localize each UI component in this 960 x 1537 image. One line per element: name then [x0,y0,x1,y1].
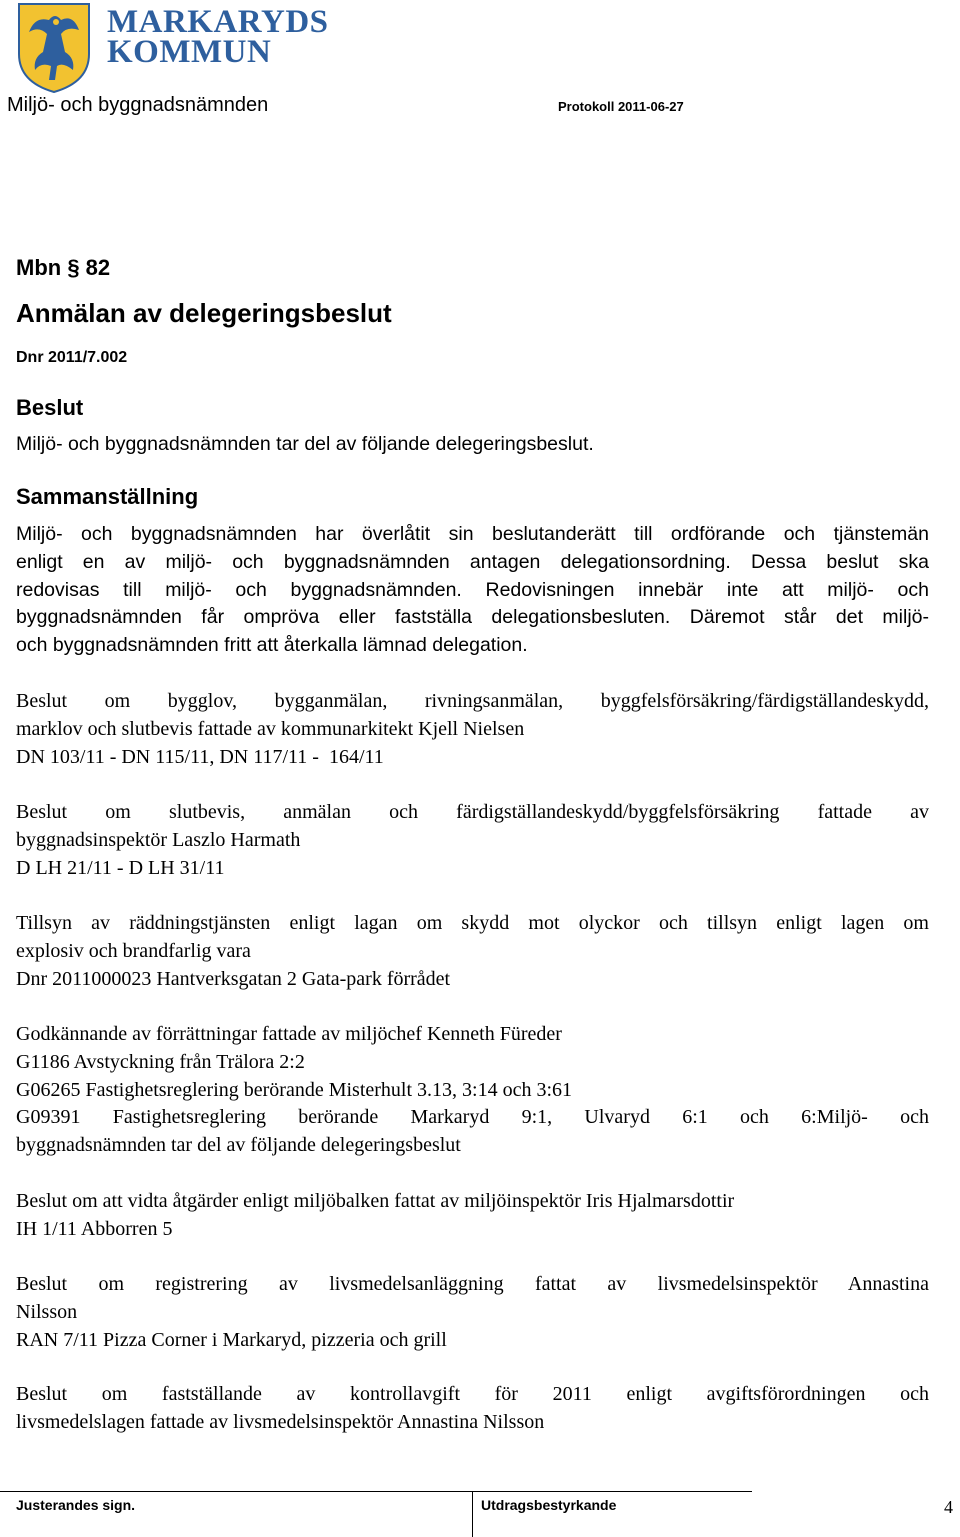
decision-line: G1186 Avstyckning från Trälora 2:2 [16,1050,305,1073]
decision-line: DN 103/11 - DN 115/11, DN 117/11 - 164/11 [16,745,384,768]
logo-text-markaryds: MARKARYDS [107,4,329,40]
decision-block [16,1271,929,1354]
decision-block [16,799,929,882]
decision-line: explosiv och brandfarlig vara [16,939,251,962]
decision-block [16,688,929,771]
footer-sign-label: Justerandes sign. [16,1497,136,1513]
summary-line: enligt en av miljö- och byggnadsnämnden antagen delegationsordning. Dessa beslut ska [16,550,929,573]
footer-extract-label: Utdragsbestyrkande [481,1497,617,1513]
decision-line: Dnr 2011000023 Hantverksgatan 2 Gata-park förrådet [16,967,451,990]
decision-line: Godkännande av förrättningar fattade av miljöchef Kenneth Füreder [16,1023,562,1045]
municipality-logo [15,2,329,94]
decision-line: marklov och slutbevis fattade av kommunarkitekt Kjell Nielsen [16,717,525,740]
decision-line: G06265 Fastighetsreglering berörande Misterhult 3.13, 3:14 och 3:61 [16,1078,573,1101]
decision-block [16,1381,929,1437]
decision-block [16,1021,929,1160]
decision-line: Nilsson [16,1300,78,1323]
decision-line: RAN 7/11 Pizza Corner i Markaryd, pizzeria och grill [16,1328,447,1351]
summary-line: redovisas till miljö- och byggnadsnämnden. Redovisningen innebär inte att miljö- och [16,578,929,601]
decision-line: IH 1/11 Abborren 5 [16,1217,173,1240]
decision-line: D LH 21/11 - D LH 31/11 [16,856,225,879]
beslut-text [16,431,929,459]
decision-line: Tillsyn av räddningstjänsten enligt lagan om skydd mot olyckor och tillsyn enligt lagen om [16,912,929,934]
decision-line: livsmedelslagen fattade av livsmedelsinspektör Annastina Nilsson [16,1410,545,1433]
decision-line: Beslut om registrering av livsmedelsanläggning fattat av livsmedelsinspektör Annastina [16,1273,929,1295]
summary-text [16,521,929,660]
beslut-heading: Beslut [16,395,84,420]
logo-text-kommun: KOMMUN [107,34,272,70]
page-title: Anmälan av delegeringsbeslut [16,298,392,328]
diary-number: Dnr 2011/7.002 [16,349,128,366]
decision-block [16,1188,929,1244]
page-number: 4 [944,1497,953,1517]
footer-column-divider [472,1491,473,1537]
section-number: Mbn § 82 [16,255,111,280]
decision-line: byggnadsnämnden tar del av följande delegeringsbeslut [16,1134,461,1157]
decision-line: Beslut om fastställande av kontrollavgift för 2011 enligt avgiftsförordningen och [16,1383,929,1405]
decision-block [16,910,929,993]
footer-divider [0,1491,752,1492]
eagle-crest-icon [15,2,93,94]
decision-line: Beslut om att vidta åtgärder enligt miljöbalken fattat av miljöinspektör Iris Hjalmarsdottir [16,1190,735,1212]
summary-line: byggnadsnämnden får ompröva eller fastställa delegationsbesluten. Däremot står det miljö- [16,606,929,629]
header-protocol-date: Protokoll 2011-06-27 [558,99,684,114]
summary-heading: Sammanställning [16,484,199,509]
decision-line: G09391 Fastighetsreglering berörande Markaryd 9:1, Ulvaryd 6:1 och 6:Miljö- och [16,1106,929,1129]
beslut-text-line: Miljö- och byggnadsnämnden tar del av följande delegeringsbeslut. [16,433,594,455]
header-committee: Miljö- och byggnadsnämnden [7,94,269,116]
decision-line: Beslut om bygglov, bygganmälan, rivningsanmälan, byggfelsförsäkring/färdigställandeskydd, [16,690,929,712]
summary-line: och byggnadsnämnden fritt att återkalla lämnad delegation. [16,634,528,657]
summary-line: Miljö- och byggnadsnämnden har överlåtit sin beslutanderätt till ordförande och tjänstemän [16,523,929,545]
decision-line: byggnadsinspektör Laszlo Harmath [16,828,301,851]
decision-line: Beslut om slutbevis, anmälan och färdigställandeskydd/byggfelsförsäkring fattade av [16,801,929,823]
